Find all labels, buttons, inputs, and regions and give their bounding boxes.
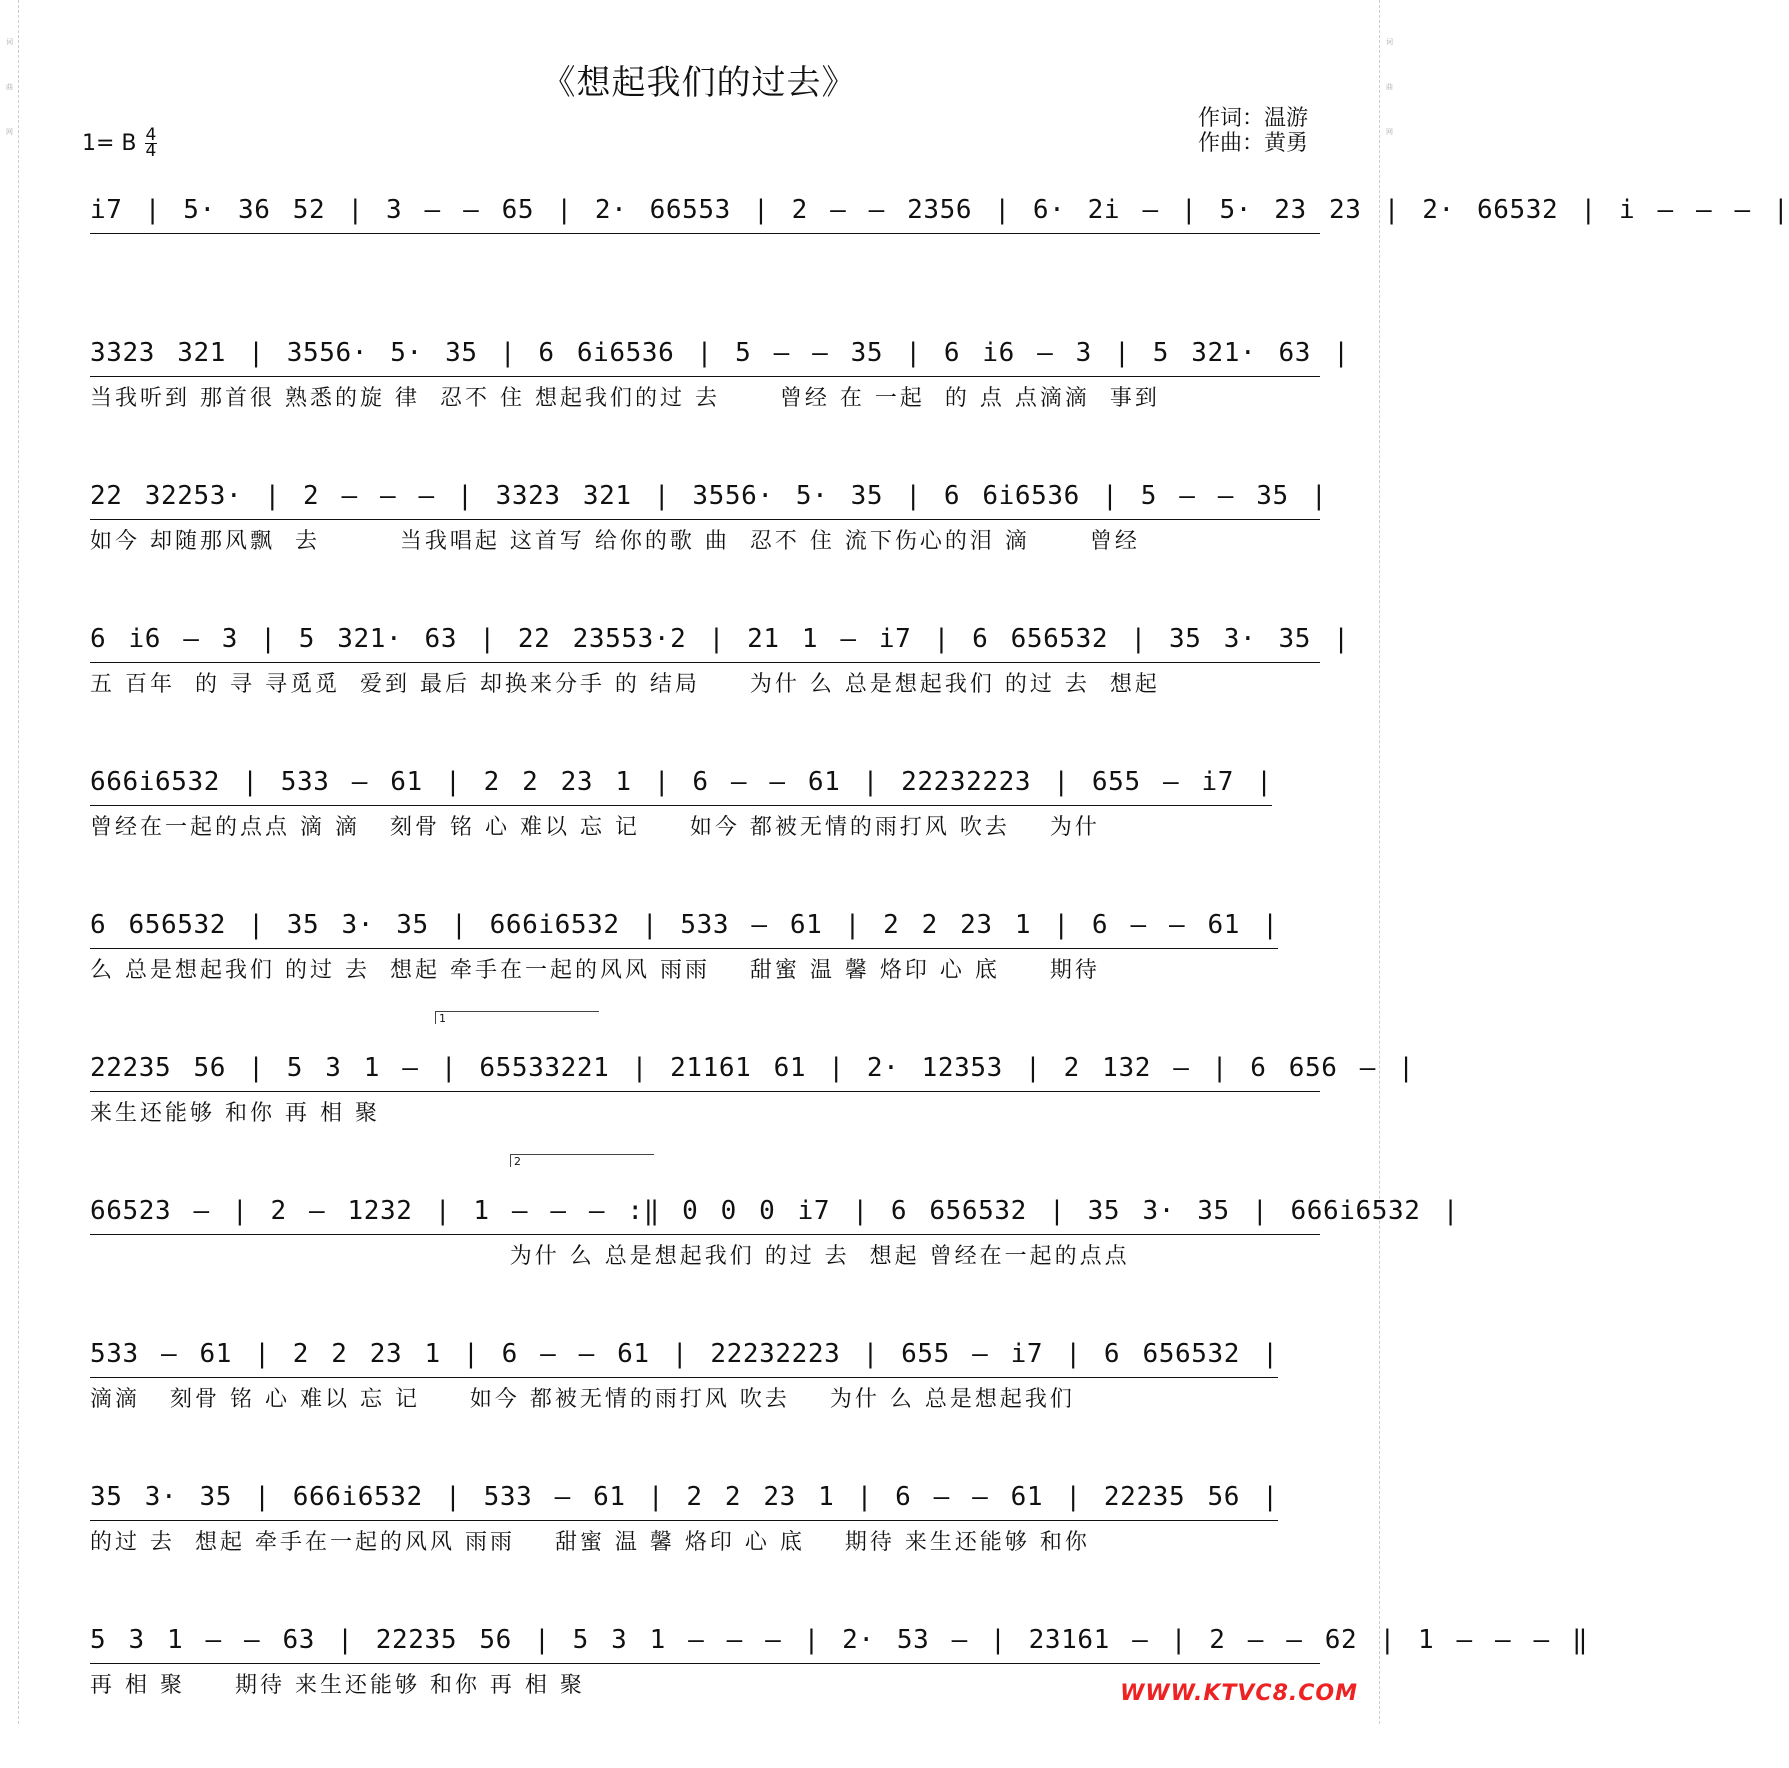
side-mark: 曲	[1385, 83, 1394, 90]
score-line	[90, 1482, 1320, 1625]
score-line	[90, 910, 1320, 1053]
side-mark: 词	[1385, 38, 1394, 45]
side-mark: 网	[1385, 128, 1394, 135]
notation: 533 — 61 | 2 2 23 1 | 6 — — 61 | 22232223 | 655 — i7 | 6 656532 |	[90, 1339, 1278, 1378]
lyrics: 来生还能够 和你 再 相 聚	[90, 1101, 380, 1126]
score-line	[90, 624, 1350, 767]
notation: 35 3· 35 | 666i6532 | 533 — 61 | 2 2 23 1 | 6 — — 61 | 22235 56 |	[90, 1482, 1278, 1521]
notation: 6 656532 | 35 3· 35 | 666i6532 | 533 — 61 | 2 2 23 1 | 6 — — 61 |	[90, 910, 1278, 949]
key-label: 1= B	[82, 131, 137, 156]
score-line	[90, 195, 1789, 338]
lyricist: 作词：温游	[1198, 106, 1309, 131]
lyrics: 的过 去 想起 牵手在一起的风风 雨雨 甜蜜 温 馨 烙印 心 底 期待 来生还能够 和你	[90, 1530, 1090, 1555]
composer: 作曲：黄勇	[1198, 131, 1309, 156]
side-mark: 曲	[5, 83, 14, 90]
score	[90, 195, 1789, 1768]
score-line	[90, 1339, 1320, 1482]
lyrics: 曾经在一起的点点 滴 滴 刻骨 铭 心 难以 忘 记 如今 都被无情的雨打风 吹去 为什	[90, 815, 1100, 840]
notation: 666i6532 | 533 — 61 | 2 2 23 1 | 6 — — 61 | 22232223 | 655 — i7 |	[90, 767, 1272, 806]
left-border	[0, 0, 19, 1724]
notation: i7 | 5· 36 52 | 3 — — 65 | 2· 66553 | 2 — — 2356 | 6· 2i — | 5· 23 23 | 2· 66532 | i — — — |	[90, 195, 1320, 234]
credits	[1198, 106, 1308, 156]
notation: 3323 321 | 3556· 5· 35 | 6 6i6536 | 5 — — 35 | 6 i6 — 3 | 5 321· 63 |	[90, 338, 1320, 377]
side-mark: 网	[5, 128, 14, 135]
notation: 6 i6 — 3 | 5 321· 63 | 22 23553·2 | 21 1 — i7 | 6 656532 | 35 3· 35 |	[90, 624, 1320, 663]
lyrics: 滴滴 刻骨 铭 心 难以 忘 记 如今 都被无情的雨打风 吹去 为什 么 总是想起我们	[90, 1387, 1075, 1412]
site-watermark: WWW.KTVC8.COM	[1120, 1681, 1358, 1706]
time-signature	[145, 125, 158, 161]
lyrics	[90, 238, 1320, 266]
notation: 66523 — | 2 — 1232 | 1 — — — :‖ 0 0 0 i7 | 6 656532 | 35 3· 35 | 666i6532 |	[90, 1196, 1320, 1235]
timesig-bottom: 4	[145, 141, 157, 161]
timesig-top: 4	[145, 125, 157, 145]
lyrics: 如今 却随那风飘 去 当我唱起 这首写 给你的歌 曲 忍不 住 流下伤心的泪 滴 曾经	[90, 529, 1140, 554]
score-line	[90, 1012, 1415, 1196]
lyrics: 为什 么 总是想起我们 的过 去 想起 曾经在一起的点点	[90, 1244, 1130, 1269]
score-line	[90, 767, 1320, 910]
lyrics: 五 百年 的 寻 寻觅觅 爱到 最后 却换来分手 的 结局 为什 么 总是想起我们 的过 去 想起	[90, 672, 1160, 697]
notation: 22235 56 | 5 3 1 — | 65533221 | 21161 61 | 2· 12353 | 2 132 — | 6 656 — |	[90, 1053, 1320, 1092]
score-line	[90, 338, 1350, 481]
notation: 5 3 1 — — 63 | 22235 56 | 5 3 1 — — — | 2· 53 — | 23161 — | 2 — — 62 | 1 — — — ‖	[90, 1625, 1320, 1664]
notation: 22 32253· | 2 — — — | 3323 321 | 3556· 5· 35 | 6 6i6536 | 5 — — 35 |	[90, 481, 1320, 520]
score-line	[90, 481, 1328, 624]
lyrics: 当我听到 那首很 熟悉的旋 律 忍不 住 想起我们的过 去 曾经 在 一起 的 点 点滴滴 事到	[90, 386, 1160, 411]
lyrics: 再 相 聚 期待 来生还能够 和你 再 相 聚	[90, 1673, 585, 1698]
key-signature	[82, 125, 157, 161]
volta-bracket: 2	[510, 1154, 654, 1167]
volta-bracket: 1	[435, 1011, 599, 1024]
lyrics: 么 总是想起我们 的过 去 想起 牵手在一起的风风 雨雨 甜蜜 温 馨 烙印 心 底 期待	[90, 958, 1100, 983]
song-title: 《想起我们的过去》	[541, 63, 857, 103]
right-border	[1379, 0, 1398, 1724]
score-line	[90, 1155, 1459, 1339]
side-mark: 词	[5, 38, 14, 45]
